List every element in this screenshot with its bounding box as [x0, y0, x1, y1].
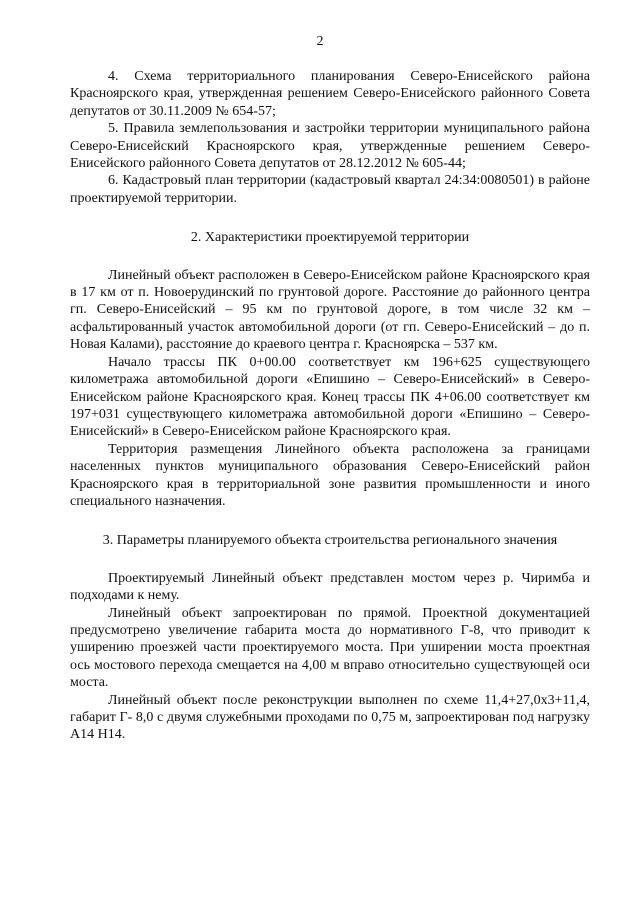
paragraph: Начало трассы ПК 0+00.00 соответствует км 196+625 существующего километража автомобильной дороги «Епишино – Северо-Енисейский» в Северо-Енисейском районе Красноярского края. Конец трассы ПК 4+06.00 соответствует км 197+031 существующего километража автомобильной дороги «Епишино – Северо-Енисейский» в Северо-Енисейском районе Красноярского края. [70, 354, 590, 440]
document-body [70, 68, 590, 744]
source-documents-list [70, 68, 590, 207]
paragraph: Линейный объект после реконструкции выполнен по схеме 11,4+27,0х3+11,4, габарит Г- 8,0 с двумя служебными проходами по 0,75 м, запроектирован под нагрузку А14 Н14. [70, 692, 590, 743]
page-number: 2 [316, 34, 324, 49]
paragraph: Линейный объект запроектирован по прямой. Проектной документацией предусмотрено увеличение габарита моста до нормативного Г-8, что приводит к уширению проезжей части проектируемого моста. При уширении моста проектная ось мостового перехода смещается на 4,00 м вправо относительно существующей оси моста. [70, 605, 590, 691]
paragraph: Проектируемый Линейный объект представлен мостом через р. Чиримба и подходами к нему. [70, 570, 590, 604]
section-heading: 2. Характеристики проектируемой территории [190, 230, 470, 246]
list-item: 6. Кадастровый план территории (кадастровый квартал 24:34:0080501) в районе проектируемой территории. [70, 173, 590, 206]
section-body [70, 570, 590, 744]
paragraph: Линейный объект расположен в Северо-Енисейском районе Красноярского края в 17 км от п. Новоерудинский по грунтовой дороге. Расстояние до районного центра гп. Северо-Енисейский – 95 км по грунтовой дороге, в том числе 32 км – асфальтированный участок автомобильной дороги (от гп. Северо-Енисейский – до п. Новая Калами), расстояние до краевого центра г. Красноярска – 537 км. [70, 267, 590, 353]
list-item: 5. Правила землепользования и застройки территории муниципального района Северо-Енисейский Красноярского края, утвержденные решением Северо-Енисейского районного Совета депутатов от 28.12.2012 № 605-44; [70, 121, 590, 172]
section-heading: 3. Параметры планируемого объекта строительства регионального значения [102, 533, 558, 549]
paragraph: Территория размещения Линейного объекта расположена за границами населенных пунктов муниципального образования Северо-Енисейский район Красноярского края в территориальной зоне развития промышленности и иного специального назначения. [70, 441, 590, 509]
section-body [70, 267, 590, 511]
list-item: 4. Схема территориального планирования Северо-Енисейского района Красноярского края, утвержденная решением Северо-Енисейского районного Совета депутатов от 30.11.2009 № 654-57; [70, 69, 590, 119]
